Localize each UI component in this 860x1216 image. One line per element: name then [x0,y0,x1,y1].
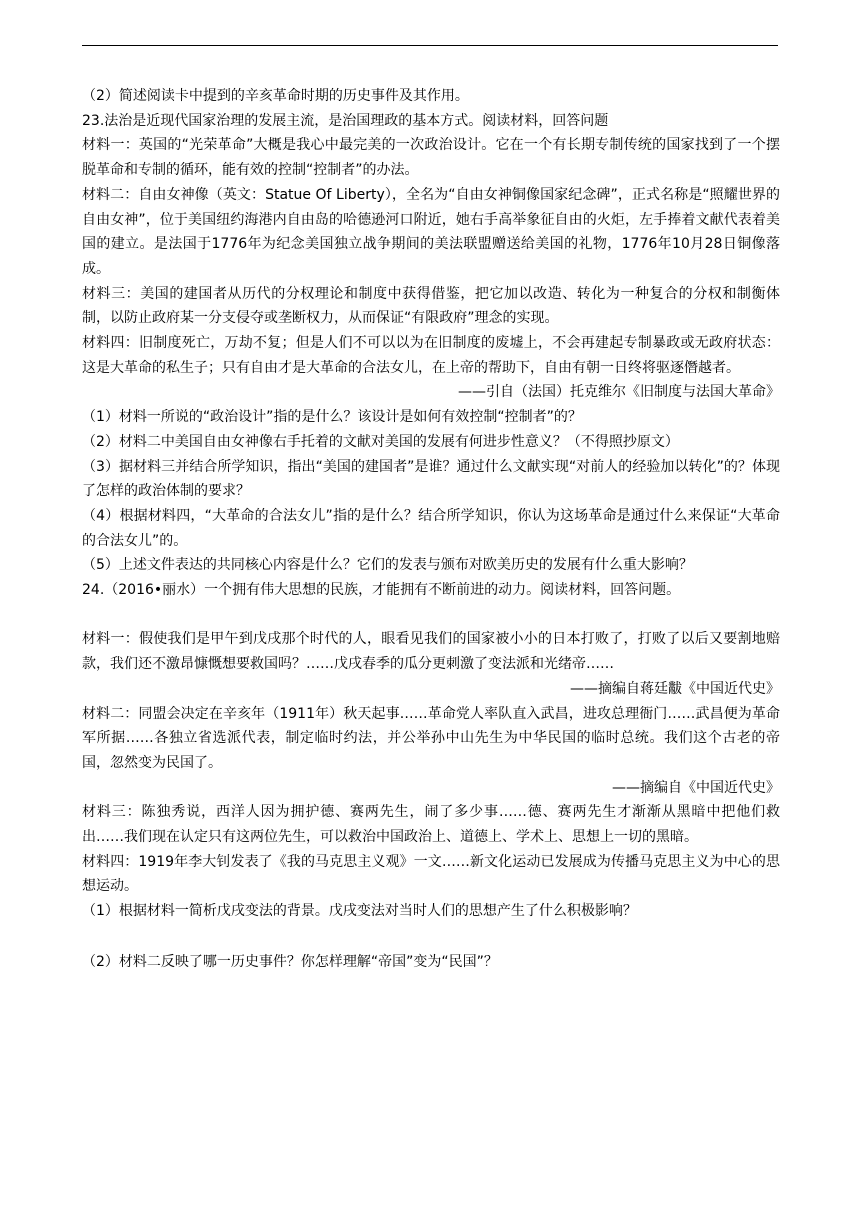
q23-sub-4: （4）根据材料四，“大革命的合法女儿”指的是什么？结合所学知识，你认为这场革命是通过什么来保证“大革命的合法女儿”的。 [82,507,780,549]
q24-material-3: 材料三：陈独秀说，西洋人因为拥护德、赛两先生，闹了多少事……德、赛两先生才渐渐从黑暗中把他们救出……我们现在认定只有这两位先生，可以救治中国政治上、道德上、学术上、思想上一切的黑暗。 [82,804,780,846]
q23-sub-5: （5）上述文件表达的共同核心内容是什么？它们的发表与颁布对欧美历史的发展有什么重大影响？ [82,557,693,574]
q24-citation-1: ——摘编自蒋廷黻《中国近代史》 [570,680,780,697]
q23-material-3: 材料三：美国的建国者从历代的分权理论和制度中获得借鉴，把它加以改造、转化为一种复合的分权和制衡体制，以防止政府某一分支侵夺或垄断权力，从而保证“有限政府”理念的实现。 [82,285,780,327]
q24-citation-2: ——摘编自《中国近代史》 [612,779,780,796]
q24-sub-1: （1）根据材料一简析戊戌变法的背景。戊戌变法对当时人们的思想产生了什么积极影响？ [82,903,637,920]
question-24-stem: 24.（2016•丽水）一个拥有伟大思想的民族，才能拥有不断前进的动力。阅读材料，回答问题。 [82,582,681,599]
answer-space [82,924,780,950]
header-rule [82,45,778,46]
q23-citation: ——引自（法国）托克维尔《旧制度与法国大革命》 [458,384,780,401]
q23-sub-3: （3）据材料三并结合所学知识，指出“美国的建国者”是谁？通过什么文献实现“对前人的经验加以转化”的？体现了怎样的政治体制的要求？ [82,458,780,500]
document-body [82,84,780,975]
q24-material-1: 材料一：假使我们是甲午到戊戌那个时代的人，眼看见我们的国家被小小的日本打败了，打败了以后又要割地赔款，我们还不激昂慷慨想要救国吗？……戊戌春季的瓜分更刺激了变法派和光绪帝…… [82,631,780,673]
q23-material-2: 材料二：自由女神像（英文：Statue Of Liberty），全名为“自由女神铜像国家纪念碑”，正式名称是“照耀世界的自由女神”，位于美国纽约海港内自由岛的哈德逊河口附近，她右手高举象征自由的火炬，左手捧着文献代表着美国的建立。是法国于1776年为纪念美国独立战争期间的美法联盟赠送给美国的礼物，1776年10月28日铜像落成。 [82,186,780,277]
q23-material-4: 材料四：旧制度死亡，万劫不复；但是人们不可以以为在旧制度的废墟上，不会再建起专制暴政或无政府状态：这是大革命的私生子；只有自由才是大革命的合法女儿，在上帝的帮助下，自由有朝一日终将驱逐僭越者。 [82,335,780,376]
q23-sub-2: （2）材料二中美国自由女神像右手托着的文献对美国的发展有何进步性意义？（不得照抄原文） [82,433,679,450]
q24-material-2: 材料二：同盟会决定在辛亥年（1911年）秋天起事……革命党人率队直入武昌，进攻总理衙门……武昌便为革命军所据……各独立省选派代表，制定临时约法，并公举孙中山先生为中华民国的临时总统。我们这个古老的帝国，忽然变为民国了。 [82,705,780,771]
q23-sub-1: （1）材料一所说的“政治设计”指的是什么？该设计是如何有效控制“控制者”的？ [82,409,582,426]
blank-line [82,603,780,628]
q24-sub-2: （2）材料二反映了哪一历史事件？你怎样理解“帝国”变为“民国”？ [82,953,498,970]
question-23-stem: 23.法治是近现代国家治理的发展主流，是治国理政的基本方式。阅读材料，回答问题 [82,112,609,129]
q24-material-4: 材料四：1919年李大钊发表了《我的马克思主义观》一文……新文化运动已发展成为传播马克思主义为中心的思想运动。 [82,853,780,895]
question-22-2: （2）简述阅读卡中提到的辛亥革命时期的历史事件及其作用。 [82,88,469,104]
q23-material-1: 材料一：英国的“光荣革命”大概是我心中最完美的一次政治设计。它在一个有长期专制传统的国家找到了一个摆脱革命和专制的循环，能有效的控制“控制者”的办法。 [82,137,780,179]
